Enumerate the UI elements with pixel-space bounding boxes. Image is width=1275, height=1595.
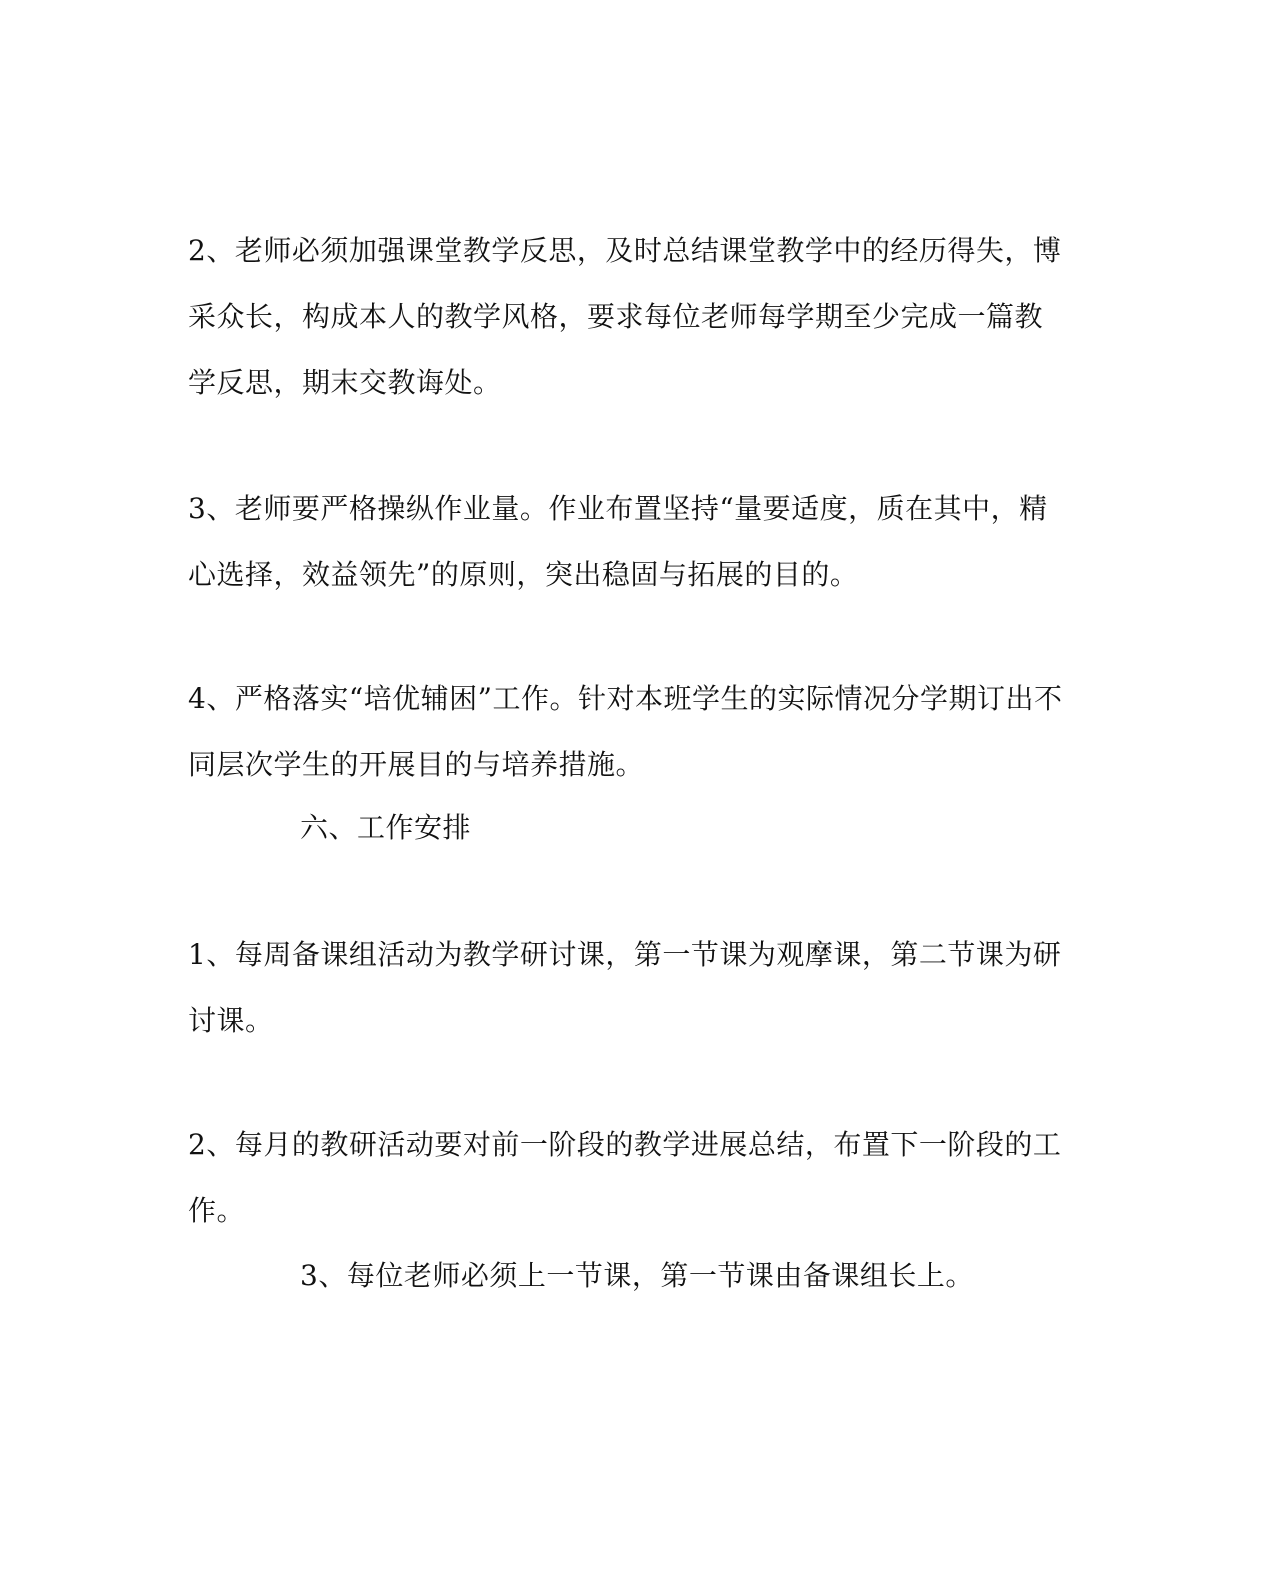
paragraph-arrangement-2: 2、每月的教研活动要对前一阶段的教学进展总结，布置下一阶段的工作。 xyxy=(188,1128,1062,1227)
section-heading-work-arrangement: 六、工作安排 xyxy=(300,811,472,844)
paragraph-arrangement-1: 1、每周备课组活动为教学研讨课，第一节课为观摩课，第二节课为研讨课。 xyxy=(188,938,1062,1037)
paragraph-arrangement-3: 3、每位老师必须上一节课，第一节课由备课组长上。 xyxy=(300,1259,974,1292)
paragraph-item-4-tutoring: 4、严格落实“培优辅困”工作。针对本班学生的实际情况分学期订出不同层次学生的开展目的与培养措施。 xyxy=(188,682,1063,781)
paragraph-item-2-reflection: 2、老师必须加强课堂教学反思，及时总结课堂教学中的经历得失，博采众长，构成本人的教学风格，要求每位老师每学期至少完成一篇教学反思，期末交教诲处。 xyxy=(188,234,1062,399)
paragraph-item-3-homework: 3、老师要严格操纵作业量。作业布置坚持“量要适度，质在其中，精心选择，效益领先”的原则，突出稳固与拓展的目的。 xyxy=(188,492,1048,591)
